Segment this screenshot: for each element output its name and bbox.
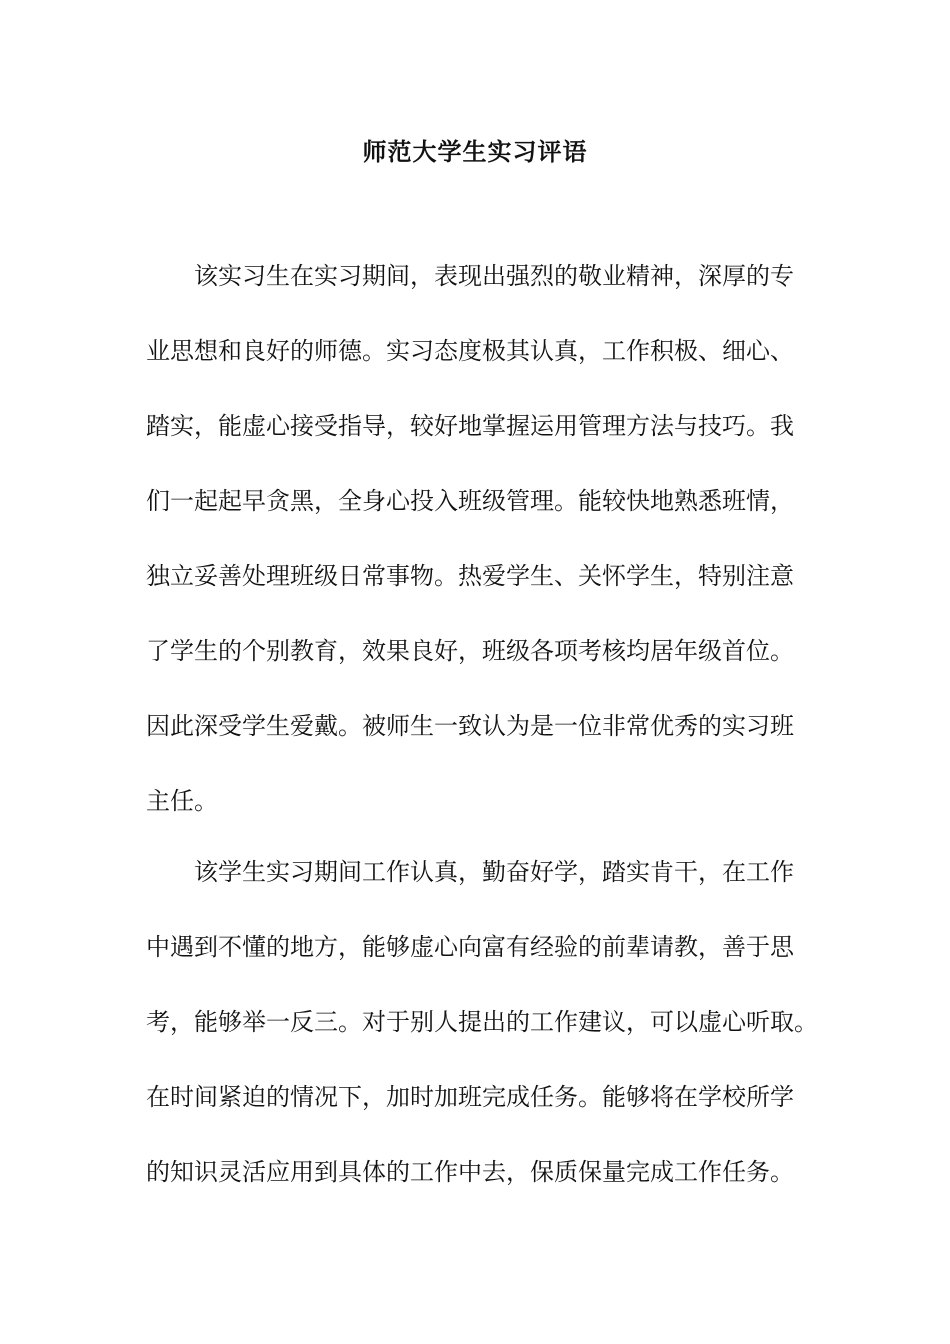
paragraph-line: 独立妥善处理班级日常事物。热爱学生、关怀学生，特别注意 <box>146 562 794 590</box>
paragraph-line: 该实习生在实习期间，表现出强烈的敬业精神，深厚的专 <box>194 262 794 290</box>
paragraph-line: 在时间紧迫的情况下，加时加班完成任务。能够将在学校所学 <box>146 1083 794 1111</box>
paragraph-2 <box>146 852 818 1227</box>
paragraph-line: 因此深受学生爱戴。被师生一致认为是一位非常优秀的实习班 <box>146 712 794 740</box>
paragraph-line: 主任。 <box>146 787 218 815</box>
paragraph-line: 中遇到不懂的地方，能够虚心向富有经验的前辈请教，善于思 <box>146 933 794 961</box>
paragraph-line: 该学生实习期间工作认真，勤奋好学，踏实肯干，在工作 <box>194 858 794 886</box>
paragraph-line: 们一起起早贪黑，全身心投入班级管理。能较快地熟悉班情， <box>146 487 794 515</box>
paragraph-line: 考，能够举一反三。对于别人提出的工作建议，可以虚心听取。 <box>146 1008 818 1036</box>
paragraph-line: 踏实，能虚心接受指导，较好地掌握运用管理方法与技巧。我 <box>146 412 794 440</box>
paragraph-line: 的知识灵活应用到具体的工作中去，保质保量完成工作任务。 <box>146 1158 794 1186</box>
paragraph-1 <box>146 256 806 856</box>
paragraph-line: 业思想和良好的师德。实习态度极其认真，工作积极、细心、 <box>146 337 794 365</box>
document-title: 师范大学生实习评语 <box>362 137 588 166</box>
paragraph-line: 了学生的个别教育，效果良好，班级各项考核均居年级首位。 <box>146 637 794 665</box>
